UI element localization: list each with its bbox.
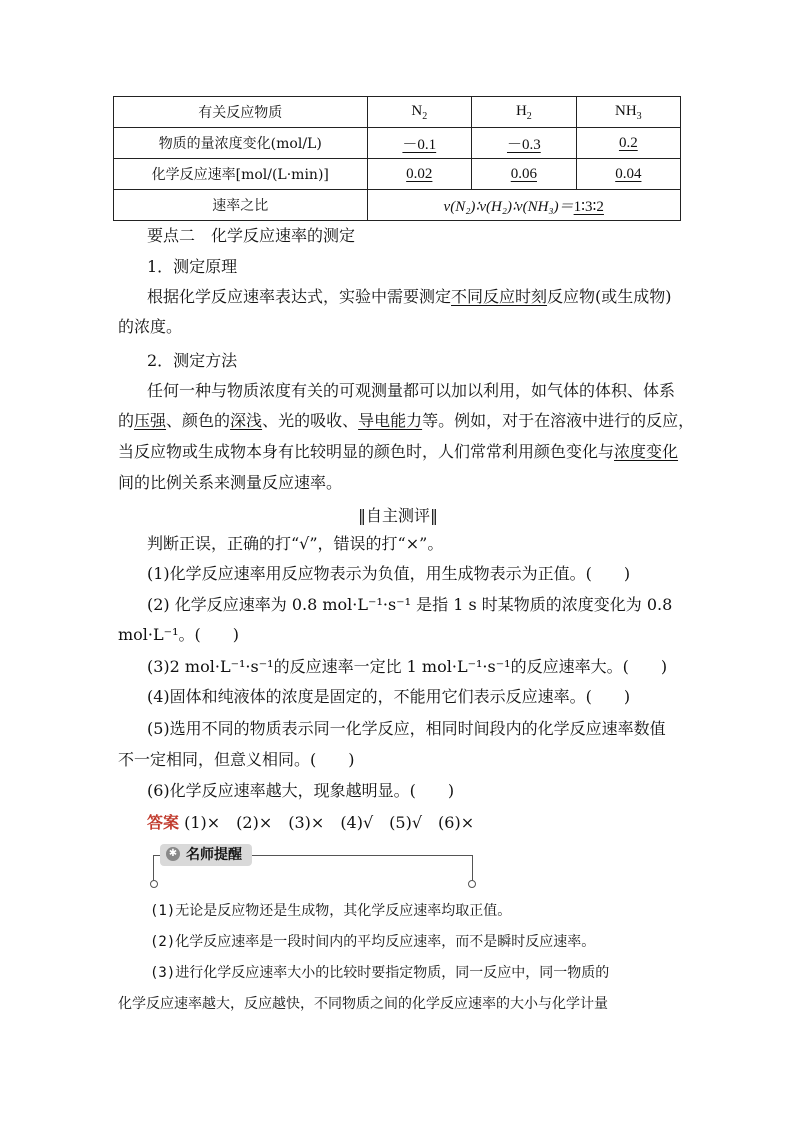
table-cell: 0.02 bbox=[367, 159, 472, 190]
table-cell: 化学反应速率[mol/(L·min)] bbox=[114, 159, 368, 190]
table-row bbox=[114, 159, 681, 190]
paragraph-line: 根据化学反应速率表达式，实验中需要测定不同反应时刻反应物(或生成物) bbox=[147, 287, 672, 306]
answer-text: (1)× (2)× (3)× (4)√ (5)√ (6)× bbox=[179, 813, 475, 832]
paragraph-line: 当反应物或生成物本身有比较明显的颜色时，人们常常利用颜色变化与浓度变化 bbox=[118, 442, 679, 461]
tip-line: (2)化学反应速率是一段时间内的平均反应速率，而不是瞬时反应速率。 bbox=[150, 934, 596, 950]
table-cell: $NH_3$ bbox=[576, 97, 680, 128]
table-cell: 物质的量浓度变化(mol/L) bbox=[114, 128, 368, 159]
quiz-heading: ‖自主测评‖ bbox=[357, 506, 438, 525]
paragraph-line: 的压强、颜色的深浅、光的吸收、导电能力等。例如，对于在溶液中进行的反应， bbox=[118, 411, 695, 430]
bracket-dot bbox=[150, 880, 158, 888]
quiz-question: (5)选用不同的物质表示同一化学反应，相同时间段内的化学反应速率数值 bbox=[147, 719, 666, 738]
table-cell: 速率之比 bbox=[114, 190, 368, 221]
table-cell: 0.06 bbox=[472, 159, 577, 190]
quiz-question: (2) 化学反应速率为 0.8 mol·L⁻¹·s⁻¹ 是指 1 s 时某物质的浓度变化为 0.8 bbox=[147, 595, 673, 614]
tip-line: (3)进行化学反应速率大小的比较时要指定物质，同一反应中，同一物质的 bbox=[150, 965, 610, 981]
table-cell: －0.1 bbox=[367, 128, 472, 159]
table-cell: 0.2 bbox=[576, 128, 680, 159]
table-row bbox=[114, 97, 681, 128]
quiz-question: 不一定相同，但意义相同。( ) bbox=[118, 750, 355, 769]
table-cell: v(N₂)∶v(H₂)∶v(NH₃)＝1∶3∶2 bbox=[367, 190, 681, 221]
quiz-instruction: 判断正误，正确的打“√”，错误的打“×”。 bbox=[147, 534, 444, 553]
tips-title: ✱ 名师提醒 bbox=[160, 844, 252, 866]
paragraph-line: 的浓度。 bbox=[118, 317, 183, 336]
reaction-rate-table bbox=[113, 96, 681, 221]
quiz-question: (3)2 mol·L⁻¹·s⁻¹的反应速率一定比 1 mol·L⁻¹·s⁻¹的反应速率大。( ) bbox=[147, 657, 668, 676]
table-cell: $H_2$ bbox=[472, 97, 577, 128]
paragraph-line: 间的比例关系来测量反应速率。 bbox=[118, 473, 343, 492]
table-cell: 有关反应物质 bbox=[114, 97, 368, 128]
quiz-question: mol·L⁻¹。( ) bbox=[118, 625, 239, 644]
quiz-question: (1)化学反应速率用反应物表示为负值，用生成物表示为正值。( ) bbox=[147, 564, 631, 583]
answer-label: 答案 bbox=[147, 813, 180, 832]
paragraph-line: 任何一种与物质浓度有关的可观测量都可以加以利用，如气体的体积、体系 bbox=[147, 381, 676, 400]
table-row bbox=[114, 128, 681, 159]
subheading-method: 2．测定方法 bbox=[147, 351, 238, 370]
answer-line bbox=[147, 812, 678, 834]
quiz-question: (6)化学反应速率越大，现象越明显。( ) bbox=[147, 781, 455, 800]
table-cell: －0.3 bbox=[472, 128, 577, 159]
bracket-dot bbox=[468, 880, 476, 888]
table-cell: 0.04 bbox=[576, 159, 680, 190]
tip-line: 化学反应速率越大，反应越快，不同物质之间的化学反应速率的大小与化学计量 bbox=[118, 996, 608, 1012]
tip-line: (1)无论是反应物还是生成物，其化学反应速率均取正值。 bbox=[150, 903, 512, 919]
section-title: 要点二 化学反应速率的测定 bbox=[147, 226, 356, 245]
table-row bbox=[114, 190, 681, 221]
table-cell: $N_2$ bbox=[367, 97, 472, 128]
quiz-question: (4)固体和纯液体的浓度是固定的，不能用它们表示反应速率。( ) bbox=[147, 687, 631, 706]
lightbulb-icon: ✱ bbox=[166, 847, 180, 861]
subheading-principle: 1．测定原理 bbox=[147, 257, 238, 276]
